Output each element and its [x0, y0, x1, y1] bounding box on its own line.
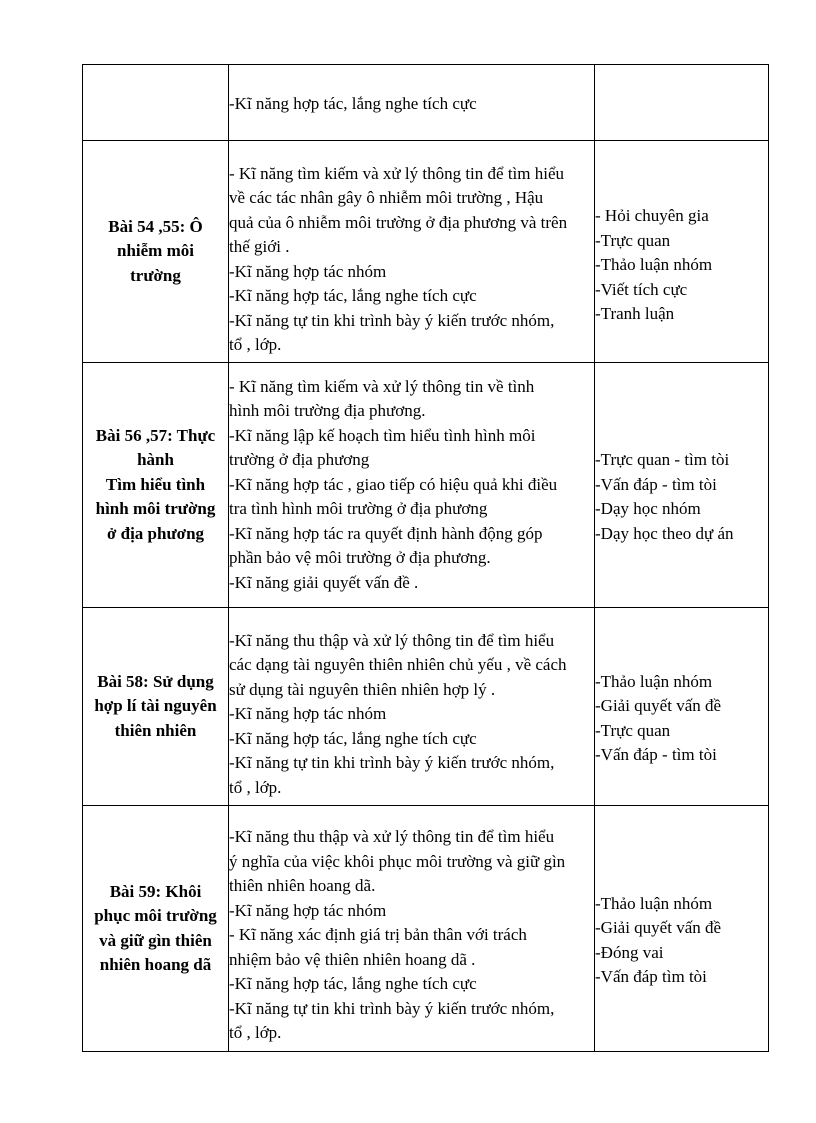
- method-line: -Đóng vai: [595, 942, 664, 962]
- lesson-title-line: Bài 58: Sử dụng: [97, 671, 214, 691]
- skill-line: -Kĩ năng tự tin khi trình bày ý kiến trước nhóm,: [229, 310, 555, 330]
- method-line: -Vấn đáp - tìm tòi: [595, 474, 717, 494]
- method-line: -Trực quan: [595, 720, 671, 740]
- skill-line: -Kĩ năng tự tin khi trình bày ý kiến trước nhóm,: [229, 753, 555, 773]
- lesson-title-line: hợp lí tài nguyên: [94, 696, 217, 716]
- lesson-title-line: thiên nhiên: [114, 720, 197, 740]
- skill-line: tổ , lớp.: [229, 777, 282, 797]
- skill-line: tổ , lớp.: [229, 1023, 282, 1043]
- skill-line: -Kĩ năng hợp tác nhóm: [229, 704, 387, 724]
- lesson-title-cell: [83, 65, 229, 141]
- method-line: -Dạy học theo dự án: [595, 523, 734, 543]
- skill-line: tổ , lớp.: [229, 335, 282, 354]
- lesson-title-line: hành: [137, 450, 174, 470]
- skill-line: các dạng tài nguyên thiên nhiên chủ yếu , về cách: [229, 655, 567, 675]
- methods-cell: [595, 363, 769, 608]
- skills-cell: [229, 806, 595, 1052]
- skills-cell: [229, 65, 595, 141]
- skill-line: quả của ô nhiễm môi trường ở địa phương và trên: [229, 212, 568, 232]
- method-line: -Vấn đáp - tìm tòi: [595, 745, 717, 764]
- skill-line: phần bảo vệ môi trường ở địa phương.: [229, 548, 491, 568]
- skill-line: trường ở địa phương: [229, 450, 370, 470]
- skill-line: -Kĩ năng hợp tác nhóm: [229, 900, 387, 920]
- lesson-title-line: Bài 54 ,55: Ô: [108, 216, 203, 236]
- skill-line: -Kĩ năng thu thập và xử lý thông tin để tìm hiểu: [229, 827, 555, 847]
- skills-cell: [229, 608, 595, 806]
- method-line: -Trực quan - tìm tòi: [595, 450, 730, 469]
- skill-line: nhiệm bảo vệ thiên nhiên hoang dã .: [229, 949, 476, 969]
- skill-line: - Kĩ năng xác định giá trị bản thân với trách: [229, 925, 527, 945]
- methods-cell: [595, 65, 769, 141]
- skill-line: -Kĩ năng tự tin khi trình bày ý kiến trước nhóm,: [229, 998, 555, 1018]
- skill-line: -Kĩ năng hợp tác, lắng nghe tích cực: [229, 94, 477, 114]
- lesson-title-line: nhiên hoang dã: [99, 955, 212, 974]
- methods-cell: [595, 141, 769, 363]
- skill-line: -Kĩ năng hợp tác nhóm: [229, 261, 387, 281]
- table-row: [83, 65, 769, 141]
- skill-line: thế giới .: [229, 237, 290, 256]
- lesson-title-cell: [83, 806, 229, 1052]
- method-line: -Giải quyết vấn đề: [595, 696, 722, 715]
- skill-line: - Kĩ năng tìm kiếm và xử lý thông tin về tình: [229, 376, 535, 396]
- lesson-title-line: ở địa phương: [106, 523, 205, 543]
- lesson-title-line: Tìm hiểu tình: [105, 474, 206, 494]
- skill-line: -Kĩ năng hợp tác, lắng nghe tích cực: [229, 286, 477, 305]
- lesson-title-line: nhiễm môi: [117, 241, 194, 261]
- method-line: -Thảo luận nhóm: [595, 893, 713, 913]
- lesson-title-line: phục môi trường: [94, 906, 217, 925]
- methods-cell: [595, 608, 769, 806]
- table-row: [83, 363, 769, 608]
- skill-line: tra tình hình môi trường ở địa phương: [229, 499, 488, 519]
- skill-line: -Kĩ năng lập kế hoạch tìm hiểu tình hình môi: [229, 425, 536, 445]
- lesson-title-line: hình môi trường: [95, 499, 216, 519]
- lesson-title-line: trường: [130, 265, 181, 285]
- skill-line: hình môi trường địa phương.: [229, 401, 426, 421]
- lesson-title-cell: [83, 141, 229, 363]
- skills-cell: [229, 141, 595, 363]
- lesson-title-line: Bài 56 ,57: Thực: [95, 425, 216, 445]
- lesson-title-line: và giữ gìn thiên: [99, 930, 212, 950]
- skill-line: -Kĩ năng hợp tác, lắng nghe tích cực: [229, 728, 477, 748]
- lesson-title-cell: [83, 608, 229, 806]
- table-row: [83, 141, 769, 363]
- skills-table: [82, 64, 769, 1052]
- table-row: [83, 806, 769, 1052]
- skill-line: sử dụng tài nguyên thiên nhiên hợp lý .: [229, 679, 496, 699]
- method-line: -Thảo luận nhóm: [595, 671, 713, 691]
- table-row: [83, 608, 769, 806]
- skills-cell: [229, 363, 595, 608]
- skill-line: -Kĩ năng hợp tác, lắng nghe tích cực: [229, 974, 477, 994]
- lesson-title-line: Bài 59: Khôi: [109, 881, 202, 901]
- skill-line: về các tác nhân gây ô nhiễm môi trường , Hậu: [229, 188, 544, 207]
- method-line: -Trực quan: [595, 230, 671, 250]
- skill-line: thiên nhiên hoang dã.: [229, 876, 376, 896]
- method-line: -Viết tích cực: [595, 279, 688, 299]
- skill-line: -Kĩ năng hợp tác , giao tiếp có hiệu quả khi điều: [229, 474, 558, 494]
- skill-line: -Kĩ năng giải quyết vấn đề .: [229, 572, 419, 592]
- skill-line: - Kĩ năng tìm kiếm và xử lý thông tin để tìm hiểu: [229, 163, 565, 183]
- method-line: -Tranh luận: [595, 304, 675, 324]
- method-line: -Dạy học nhóm: [595, 499, 701, 518]
- skill-line: -Kĩ năng hợp tác ra quyết định hành động góp: [229, 523, 543, 543]
- lesson-title-cell: [83, 363, 229, 608]
- method-line: -Vấn đáp tìm tòi: [595, 967, 707, 986]
- methods-cell: [595, 806, 769, 1052]
- method-line: -Giải quyết vấn đề: [595, 918, 722, 937]
- skill-line: ý nghĩa của việc khôi phục môi trường và giữ gìn: [229, 851, 566, 871]
- skill-line: -Kĩ năng thu thập và xử lý thông tin để tìm hiểu: [229, 630, 555, 650]
- method-line: - Hỏi chuyên gia: [595, 206, 709, 226]
- method-line: -Thảo luận nhóm: [595, 255, 713, 275]
